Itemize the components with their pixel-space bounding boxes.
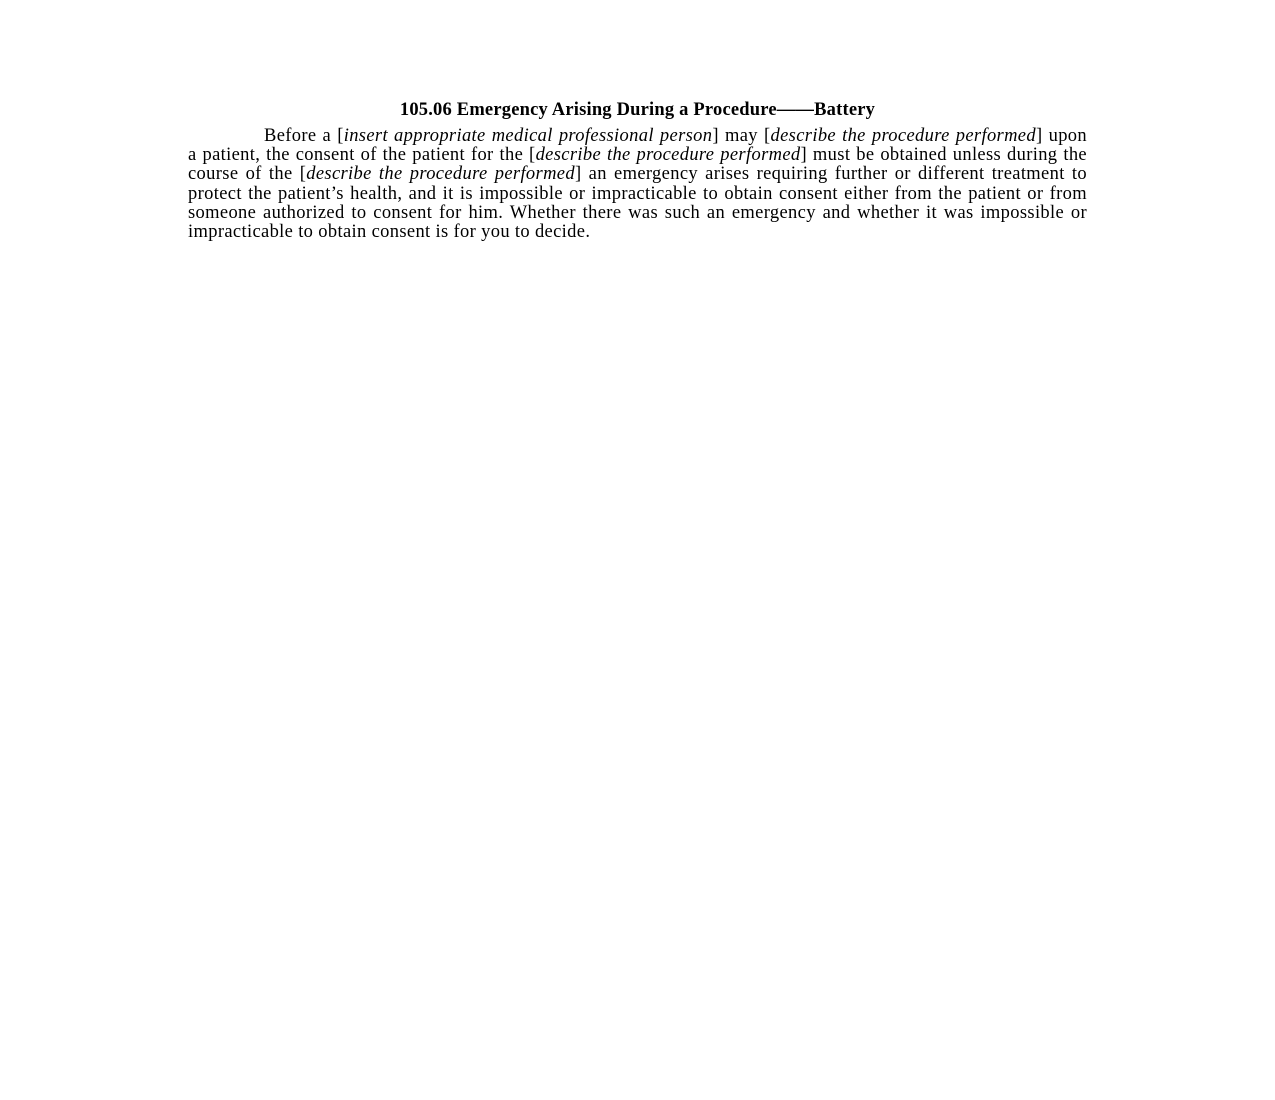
placeholder-text: describe the procedure performed bbox=[535, 145, 801, 166]
text-run: ] an emergency arises requiring further or different treatment to protect the patient’s health, and it is impossible or impracticable to obtain consent either from the patient or from someone authorized to consent for him. Whether there was such an emergency and whether it was impossible or impracticable to obtain consent is for you to decide. bbox=[188, 164, 1087, 243]
placeholder-text: describe the procedure performed bbox=[770, 126, 1036, 146]
instruction-paragraph bbox=[188, 127, 1087, 242]
section-heading: 105.06 Emergency Arising During a Procedure——Battery bbox=[399, 100, 876, 120]
text-run: ] must be obtained unless during the course of the [ bbox=[188, 145, 1087, 185]
placeholder-text: describe the procedure performed bbox=[306, 164, 575, 185]
text-run: Before a [ bbox=[264, 126, 344, 146]
placeholder-text: insert appropriate medical professional person bbox=[343, 126, 713, 146]
text-run: ] upon a patient, the consent of the patient for the [ bbox=[188, 126, 1087, 166]
document-page bbox=[188, 98, 1087, 242]
text-run: ] may [ bbox=[712, 126, 771, 146]
